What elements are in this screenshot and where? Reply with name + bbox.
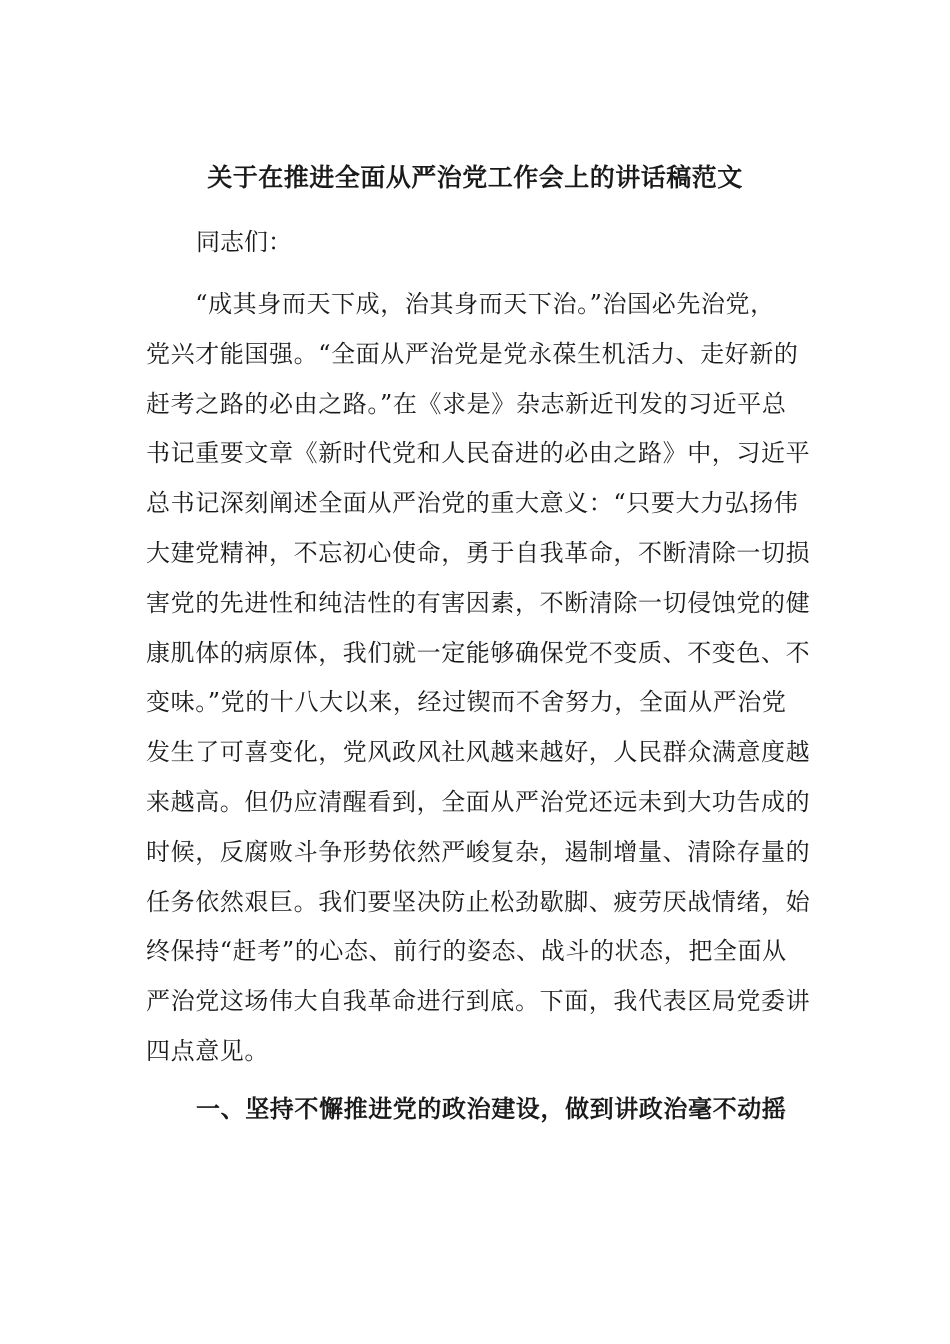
- paragraph-line: 发生了可喜变化，党风政风社风越来越好，人民群众满意度越: [146, 738, 811, 767]
- paragraph-line: 书记重要文章《新时代党和人民奋进的必由之路》中，习近平: [146, 439, 811, 468]
- salutation: 同志们：: [196, 228, 292, 256]
- paragraph-line: 总书记深刻阐述全面从严治党的重大意义：“只要大力弘扬伟: [146, 489, 799, 518]
- paragraph-line: 时候，反腐败斗争形势依然严峻复杂，遏制增量、清除存量的: [146, 837, 811, 866]
- paragraph-line: 来越高。但仍应清醒看到，全面从严治党还远未到大功告成的: [146, 787, 811, 816]
- paragraph-line: 康肌体的病原体，我们就一定能够确保党不变质、不变色、不: [146, 638, 811, 667]
- section-heading: 一、坚持不懈推进党的政治建设，做到讲政治毫不动摇: [196, 1095, 787, 1123]
- paragraph-line: 四点意见。: [146, 1036, 269, 1065]
- paragraph-line: 大建党精神，不忘初心使命，勇于自我革命，不断清除一切损: [146, 538, 811, 567]
- paragraph-line: 严治党这场伟大自我革命进行到底。下面，我代表区局党委讲: [146, 987, 811, 1016]
- paragraph-line: 变味。”党的十八大以来，经过锲而不舍努力，全面从严治党: [146, 688, 787, 717]
- paragraph-line: 赶考之路的必由之路。”在《求是》杂志新近刊发的习近平总: [146, 389, 787, 418]
- paragraph-line: 任务依然艰巨。我们要坚决防止松劲歇脚、疲劳厌战情绪，始: [146, 887, 811, 916]
- body-paragraph: [146, 280, 811, 1077]
- paragraph-line: 害党的先进性和纯洁性的有害因素，不断清除一切侵蚀党的健: [146, 588, 811, 617]
- document-title: 关于在推进全面从严治党工作会上的讲话稿范文: [207, 163, 743, 192]
- paragraph-line: 终保持“赶考”的心态、前行的姿态、战斗的状态，把全面从: [146, 937, 787, 966]
- paragraph-line: 党兴才能国强。“全面从严治党是党永葆生机活力、走好新的: [146, 339, 799, 368]
- paragraph-line: “成其身而天下成，治其身而天下治。”治国必先治党，: [146, 290, 775, 318]
